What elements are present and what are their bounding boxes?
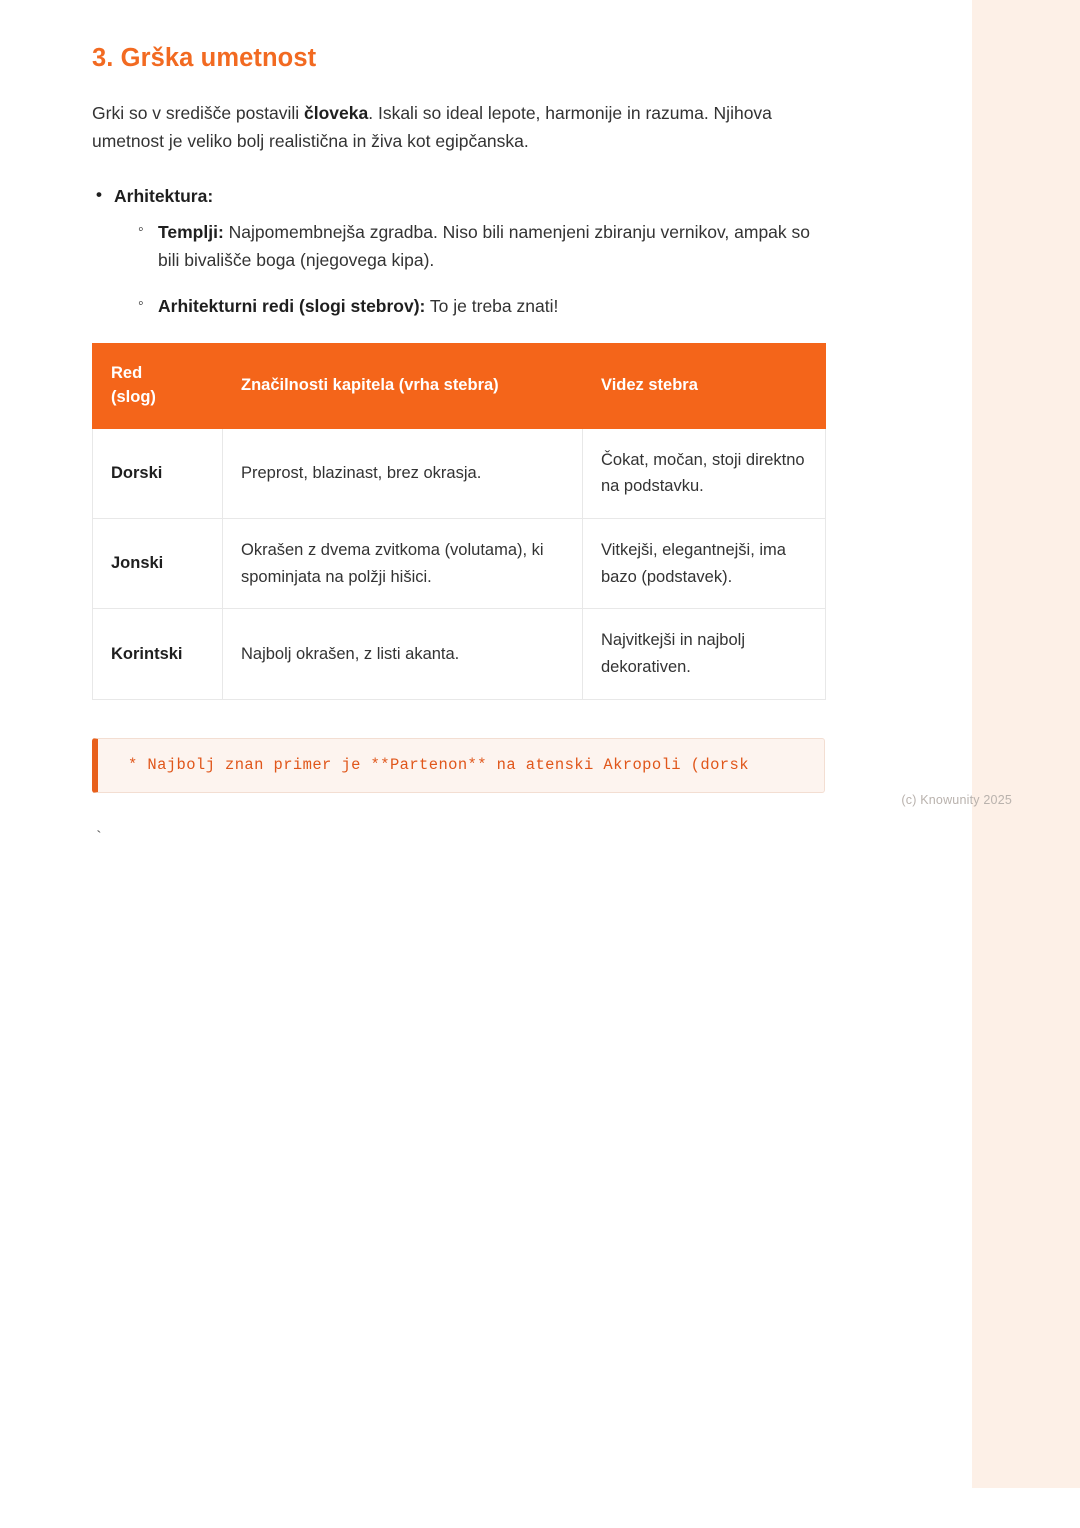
table-cell-red: Korintski [93, 609, 223, 699]
table-cell-znacilnosti: Preprost, blazinast, brez okrasja. [223, 428, 583, 518]
bullet-list-level1 [92, 182, 832, 321]
table-header-red-line2: (slog) [111, 387, 156, 406]
list-item [158, 218, 832, 275]
sub-bullet-bold-templji: Templji: [158, 221, 224, 242]
decorative-strip-divider [969, 0, 972, 1488]
table-header-znacilnosti: Značilnosti kapitela (vrha stebra) [223, 343, 583, 428]
table-header-row [93, 343, 826, 428]
intro-prefix: Grki so v središče postavili [92, 103, 305, 123]
intro-bold-term: človeka [304, 103, 369, 123]
list-item [158, 292, 832, 320]
table-cell-znacilnosti: Okrašen z dvema zvitkoma (volutama), ki spominjata na polžji hišici. [223, 519, 583, 609]
sub-bullet-bold-redi: Arhitekturni redi (slogi stebrov): [158, 296, 426, 317]
code-block [92, 738, 825, 793]
table-header-red-line1: Red [111, 363, 143, 382]
bullet-list-level2 [114, 218, 832, 321]
decorative-right-strip [972, 0, 1080, 1488]
intro-suffix: . Iskali so ideal lepote, harmonije in razuma. Njihova umetnost je veliko bolj realistična in živa kot egipčanska. [92, 103, 772, 152]
table-cell-videz: Vitkejši, elegantnejši, ima bazo (podstavek). [583, 519, 826, 609]
table-header-red [93, 343, 223, 428]
list-item [114, 182, 832, 321]
document-content [92, 44, 832, 847]
sub-bullet-text-redi: To je treba znati! [425, 296, 559, 317]
column-orders-table [92, 343, 826, 700]
table-cell-znacilnosti: Najbolj okrašen, z listi akanta. [223, 609, 583, 699]
stray-backtick: ` [94, 828, 104, 847]
footer-credit: (c) Knowunity 2025 [901, 792, 1012, 807]
table-header-videz: Videz stebra [583, 343, 826, 428]
table-cell-videz: Najvitkejši in najbolj dekorativen. [583, 609, 826, 699]
table-row [93, 609, 826, 699]
code-block-text: * Najbolj znan primer je **Partenon** na atenski Akropoli (dorsk [128, 755, 749, 774]
sub-bullet-text-templji: Najpomembnejša zgradba. Niso bili namenjeni zbiranju vernikov, ampak so bili bivališče boga (njegovega kipa). [158, 221, 811, 271]
table-row [93, 428, 826, 518]
bullet-label-arhitektura: Arhitektura: [114, 185, 214, 206]
page-title: 3. Grška umetnost [92, 44, 317, 72]
intro-paragraph [92, 99, 832, 156]
table-row [93, 519, 826, 609]
table-cell-videz: Čokat, močan, stoji direktno na podstavku. [583, 428, 826, 518]
table-cell-red: Jonski [93, 519, 223, 609]
table-cell-red: Dorski [93, 428, 223, 518]
